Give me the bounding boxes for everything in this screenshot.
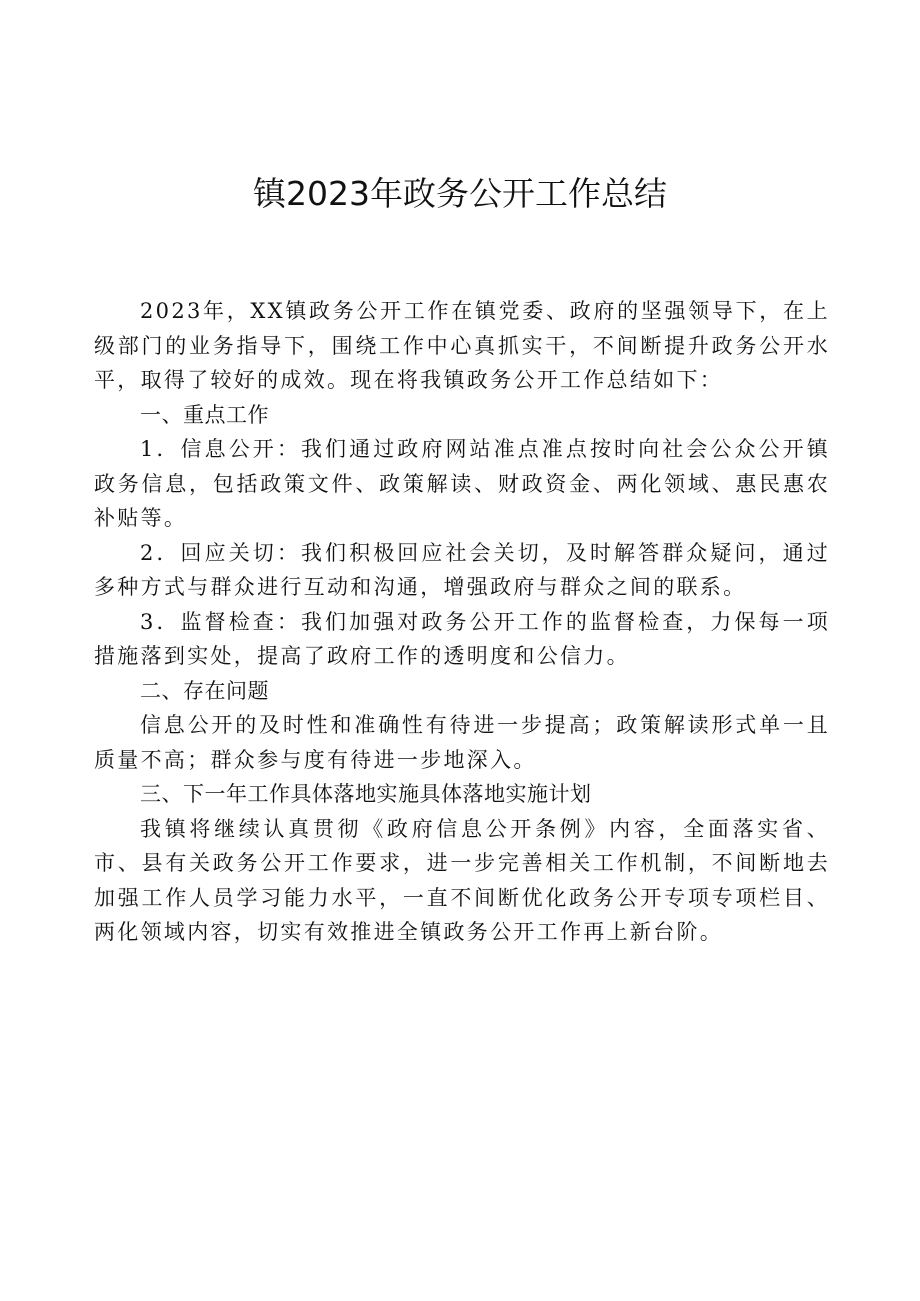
problems-paragraph: 信息公开的及时性和准确性有待进一步提高；政策解读形式单一且质量不高；群众参与度有待进一步地深入。 — [94, 713, 830, 772]
key-work-item-2: 2．回应关切：我们积极回应社会关切，及时解答群众疑问，通过多种方式与群众进行互动和沟通，增强政府与群众之间的联系。 — [94, 540, 830, 599]
key-work-item-1: 1．信息公开：我们通过政府网站准点准点按时向社会公众公开镇政务信息，包括政策文件、政策解读、财政资金、两化领域、惠民惠农补贴等。 — [94, 437, 830, 530]
section-heading-problems: 二、存在问题 — [140, 678, 269, 703]
section-heading-plan: 三、下一年工作具体落地实施具体落地实施计划 — [140, 782, 592, 806]
intro-paragraph: 2023年，XX镇政务公开工作在镇党委、政府的坚强领导下，在上级部门的业务指导下，围绕工作中心真抓实干，不间断提升政务公开水平，取得了较好的成效。现在将我镇政务公开工作总结如下： — [94, 299, 830, 392]
key-work-item-3: 3．监督检查：我们加强对政务公开工作的监督检查，力保每一项措施落到实处，提高了政府工作的透明度和公信力。 — [94, 609, 830, 668]
document-title: 镇2023年政务公开工作总结 — [253, 174, 667, 213]
section-heading-key-work: 一、重点工作 — [140, 402, 269, 427]
document-body — [94, 294, 830, 950]
plan-paragraph: 我镇将继续认真贯彻《政府信息公开条例》内容，全面落实省、市、县有关政务公开工作要求，进一步完善相关工作机制，不间断地去加强工作人员学习能力水平，一直不间断优化政务公开专项专项栏目、两化领域内容，切实有效推进全镇政务公开工作再上新台阶。 — [94, 816, 830, 944]
